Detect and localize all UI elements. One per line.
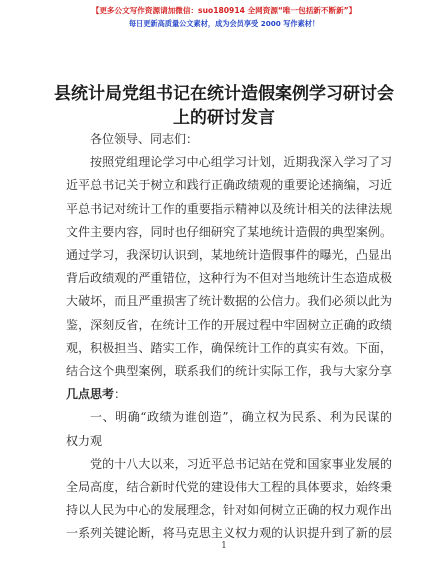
punctuation: ： [114, 387, 127, 402]
paragraph-line: 持以人民为中心的发展理念，针对如何树立正确的权力观作出 [66, 503, 392, 518]
paragraph-line: 大破坏，而且严重损害了统计数据的公信力。我们必须以此为 [66, 294, 392, 309]
paragraph-line: 文件主要内容，同时也仔细研究了某地统计造假的典型案例。 [66, 224, 392, 239]
document-title-line-2: 上的研讨发言 [173, 108, 275, 128]
salutation: 各位领导、同志们： [90, 132, 199, 146]
paragraph-line: 全局高度，结合新时代党的建设伟大工程的具体要求，始终秉 [66, 480, 392, 495]
paragraph-line: 近平总书记关于树立和践行正确政绩观的重要论述摘编，习近 [66, 178, 392, 193]
paragraph-line: 按照党组理论学习中心组学习计划，近期我深入学习了习 [90, 155, 392, 170]
paragraph-line: 平总书记对统计工作的重要指示精神以及统计相关的法律法规 [66, 201, 392, 216]
paragraph-line [66, 383, 392, 406]
paragraph-line: 党的十八大以来，习近平总书记站在党和国家事业发展的 [90, 456, 392, 471]
paragraph-line: 观，积极担当、踏实工作，确保统计工作的真实有效。下面， [66, 340, 392, 355]
section-heading-1 [66, 406, 392, 452]
document-title [30, 82, 418, 130]
document-body [66, 128, 392, 546]
banner-membership-line: 每日更新高质量公文素材，成为会员享受 2000 写作素材！ [128, 19, 320, 28]
page-number: 1 [221, 541, 227, 551]
paragraph-line: 背后政绩观的严重错位，这种行为不但对当地统计生态造成极 [66, 271, 392, 286]
paragraph-line: 一系列关键论断，将马克思主义权力观的认识提升到了新的层 [66, 526, 392, 541]
document-title-line-1: 县统计局党组书记在统计造假案例学习研讨会 [54, 84, 394, 104]
emphasis-text: 几点思考 [66, 387, 115, 402]
paragraph-line: 结合这个典型案例，联系我们的统计实际工作，我与大家分享 [66, 364, 392, 379]
banner-promo-line: 【更多公文写作资源请加微信：suo180914 全网资源“唯一包括新不断新”】 [91, 6, 357, 15]
paragraph-line: 通过学习，我深切认识到，某地统计造假事件的曝光，凸显出 [66, 248, 392, 263]
paragraph-1 [66, 151, 392, 406]
header-banner [0, 4, 448, 30]
section-heading-line: 权力观 [66, 433, 103, 448]
section-heading-line: 一、明确“政绩为谁创造”，确立权为民系、利为民谋的 [90, 410, 392, 425]
paragraph-2 [66, 453, 392, 546]
paragraph-line: 鉴，深刻反省，在统计工作的开展过程中牢固树立正确的政绩 [66, 317, 392, 332]
